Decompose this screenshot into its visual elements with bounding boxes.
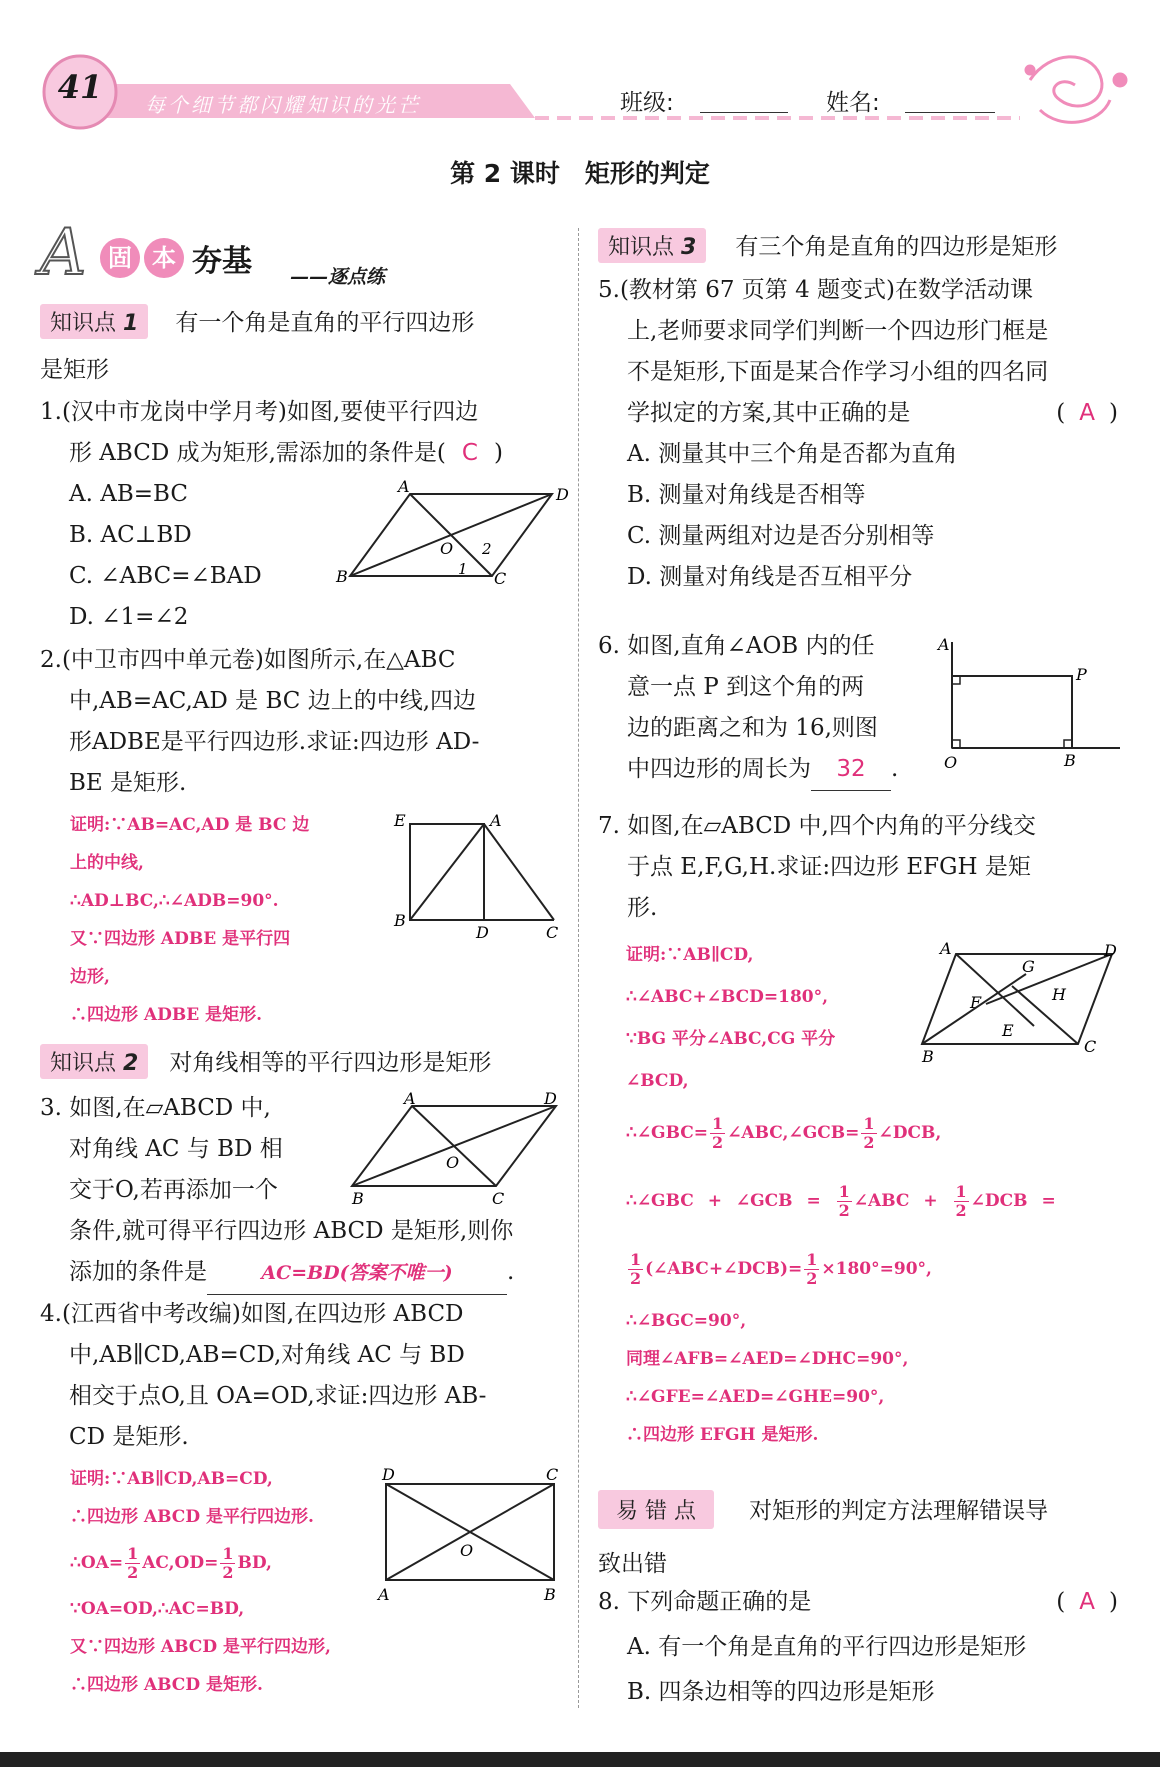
q5-line1: 5.(教材第 67 页第 4 题变式)在数学活动课 bbox=[598, 277, 1034, 303]
frac-den: 2 bbox=[127, 1563, 139, 1582]
question-6 bbox=[598, 626, 938, 791]
q2-proof-line6: ∴四边形 ADBE 是矩形. bbox=[70, 1005, 263, 1025]
q8-answer: A bbox=[1079, 1589, 1096, 1615]
q3-line1: 3. 如图,在▱ABCD 中, bbox=[40, 1095, 271, 1121]
label-d: D bbox=[382, 1465, 395, 1484]
label-d: D bbox=[476, 923, 489, 942]
q7-p5-b: ∠ABC,∠GCB= bbox=[727, 1123, 860, 1143]
q1-option-c: C. ∠ABC=∠BAD bbox=[69, 563, 262, 589]
error-point-section bbox=[598, 1490, 1128, 1578]
label-e: E bbox=[394, 811, 406, 830]
q2-proof bbox=[70, 806, 370, 1034]
q5-line4-text: 学拟定的方案,其中正确的是 bbox=[627, 400, 911, 426]
q2-line1: 2.(中卫市四中单元卷)如图所示,在△ABC bbox=[40, 647, 456, 673]
frac-den: 2 bbox=[955, 1201, 967, 1220]
fraction-half bbox=[220, 1545, 235, 1582]
error-title: 对矩形的判定方法理解错误导 bbox=[749, 1498, 1049, 1524]
q7-p5-a: ∴∠GBC= bbox=[626, 1123, 709, 1143]
q7-p6-b: ∠ABC + bbox=[853, 1191, 952, 1211]
label-b: B bbox=[1064, 751, 1076, 770]
fraction-half bbox=[628, 1251, 643, 1288]
label-d: D bbox=[1104, 941, 1117, 960]
q2-proof-line2: 上的中线, bbox=[70, 853, 144, 873]
label-b: B bbox=[352, 1189, 364, 1208]
q3-prefix: 添加的条件是 bbox=[69, 1259, 207, 1285]
frac-den: 2 bbox=[806, 1269, 818, 1288]
label-o: O bbox=[460, 1541, 474, 1560]
figure-q6-angle bbox=[934, 632, 1124, 772]
q4-proof-line1: 证明:∵AB∥CD,AB=CD, bbox=[70, 1469, 273, 1489]
q2-line4: BE 是矩形. bbox=[69, 770, 187, 796]
q2-proof-line3: ∴AD⊥BC,∴∠ADB=90°. bbox=[70, 891, 279, 911]
q6-line4 bbox=[598, 749, 938, 791]
q7-proof-line7 bbox=[626, 1236, 1136, 1302]
label-a: A bbox=[404, 1089, 416, 1108]
q7-proof-line2: ∴∠ABC+∠BCD=180°, bbox=[626, 987, 829, 1007]
q7-line1: 7. 如图,在▱ABCD 中,四个内角的平分线交 bbox=[598, 813, 1036, 839]
q4-line3: 相交于点O,且 OA=OD,求证:四边形 AB- bbox=[69, 1383, 487, 1409]
q4-line4: CD 是矩形. bbox=[69, 1424, 189, 1450]
q5-option-c: C. 测量两组对边是否分别相等 bbox=[627, 523, 935, 549]
label-a: A bbox=[938, 635, 950, 654]
label-c: C bbox=[494, 569, 507, 588]
q4-proof-line4: ∵OA=OD,∴AC=BD, bbox=[70, 1599, 245, 1619]
q5-line4 bbox=[598, 393, 1128, 434]
q3-answer-blank[interactable] bbox=[207, 1252, 507, 1295]
kp1-title-line2: 是矩形 bbox=[40, 357, 109, 383]
label-o: O bbox=[440, 539, 454, 558]
q7-proof-line3: ∵BG 平分∠ABC,CG 平分 bbox=[626, 1029, 836, 1049]
frac-num: 1 bbox=[806, 1250, 818, 1269]
figure-q2-triangle bbox=[388, 810, 568, 940]
q6-suffix: . bbox=[891, 756, 899, 782]
label-b: B bbox=[336, 567, 348, 586]
fraction-half bbox=[125, 1545, 140, 1582]
class-field[interactable] bbox=[700, 112, 788, 113]
q8-option-a: A. 有一个角是直角的平行四边形是矩形 bbox=[627, 1634, 1027, 1660]
section-char-1: 固 bbox=[100, 238, 140, 278]
kp1-badge bbox=[40, 304, 148, 339]
question-5 bbox=[598, 270, 1128, 598]
q7-proof-line5 bbox=[626, 1100, 1136, 1166]
q1-option-a: A. AB=BC bbox=[69, 481, 188, 507]
q8-close-paren: ) bbox=[1109, 1589, 1118, 1615]
q7-p7-a: (∠ABC+∠DCB)= bbox=[645, 1259, 803, 1279]
q7-proof-line1: 证明:∵AB∥CD, bbox=[626, 945, 754, 965]
figure-q7-parallelogram bbox=[916, 939, 1126, 1066]
q5-close-paren: ) bbox=[1109, 400, 1118, 426]
q6-line1: 6. 如图,直角∠AOB 内的任 bbox=[598, 633, 875, 659]
q1-answer: C bbox=[461, 440, 478, 466]
q4-proof-line6: ∴四边形 ABCD 是矩形. bbox=[70, 1675, 263, 1695]
q2-proof-line1: 证明:∵AB=AC,AD 是 BC 边 bbox=[70, 815, 310, 835]
frac-den: 2 bbox=[630, 1269, 642, 1288]
q5-line3: 不是矩形,下面是某合作学习小组的四名同 bbox=[627, 359, 1049, 385]
q7-proof-line8: ∴∠BGC=90°, bbox=[626, 1311, 747, 1331]
fraction-half bbox=[804, 1251, 819, 1288]
q7-p5-c: ∠DCB, bbox=[878, 1123, 942, 1143]
frac-num: 1 bbox=[955, 1182, 967, 1201]
kp2-title: 对角线相等的平行四边形是矩形 bbox=[169, 1050, 492, 1076]
lesson-title: 第 2 课时 矩形的判定 bbox=[450, 159, 710, 188]
q1-close-paren: ) bbox=[493, 440, 503, 466]
q3-answer: AC=BD(答案不唯一) bbox=[261, 1262, 453, 1284]
fraction-half bbox=[710, 1115, 725, 1152]
q5-option-b: B. 测量对角线是否相等 bbox=[627, 482, 866, 508]
figure-q3-parallelogram bbox=[346, 1089, 566, 1208]
label-b: B bbox=[544, 1585, 556, 1604]
label-g: G bbox=[1022, 957, 1035, 976]
figure-q4-rectangle bbox=[374, 1466, 570, 1606]
label-a: A bbox=[490, 811, 502, 830]
page-number: 41 bbox=[57, 68, 103, 106]
question-4 bbox=[40, 1294, 570, 1458]
kp1-number: 1 bbox=[123, 311, 139, 336]
question-7 bbox=[598, 806, 1128, 929]
frac-num: 1 bbox=[712, 1114, 724, 1133]
header bbox=[0, 40, 1160, 130]
q5-open-paren: ( bbox=[1056, 400, 1066, 426]
label-h: H bbox=[1052, 985, 1066, 1004]
kp2-badge-text: 知识点 bbox=[50, 1051, 117, 1076]
name-label: 姓名: bbox=[826, 90, 880, 116]
section-char-2: 本 bbox=[144, 238, 184, 278]
q1-option-d: D. ∠1=∠2 bbox=[69, 604, 189, 630]
kp3-title: 有三个角是直角的四边形是矩形 bbox=[735, 234, 1058, 260]
section-subtitle: ——逐点练 bbox=[290, 266, 386, 288]
q4-proof-line5: 又∵四边形 ABCD 是平行四边形, bbox=[70, 1637, 331, 1657]
q8-stem bbox=[598, 1582, 1128, 1623]
q7-proof-line4: ∠BCD, bbox=[626, 1071, 689, 1091]
q1-line2 bbox=[40, 433, 570, 474]
knowledge-point-2 bbox=[40, 1044, 570, 1079]
section-letter: A bbox=[40, 216, 87, 290]
q8-answer-paren bbox=[1056, 1582, 1118, 1623]
q6-answer: 32 bbox=[836, 756, 866, 782]
q7-proof-line10: ∴∠GFE=∠AED=∠GHE=90°, bbox=[626, 1387, 885, 1407]
q7-proof-line6 bbox=[626, 1166, 1136, 1236]
q3-line4: 条件,就可得平行四边形 ABCD 是矩形,则你 bbox=[69, 1218, 514, 1244]
q4-line2: 中,AB∥CD,AB=CD,对角线 AC 与 BD bbox=[69, 1342, 465, 1368]
q8-option-b: B. 四条边相等的四边形是矩形 bbox=[627, 1679, 935, 1705]
q7-p6-c: ∠DCB = bbox=[970, 1191, 1056, 1211]
q3-line5 bbox=[40, 1252, 570, 1295]
q8-open-paren: ( bbox=[1056, 1589, 1066, 1615]
figure-q1-parallelogram bbox=[336, 477, 570, 590]
label-f: F bbox=[970, 993, 982, 1012]
q5-answer: A bbox=[1079, 400, 1096, 426]
label-d: D bbox=[544, 1089, 557, 1108]
q6-line2: 意一点 P 到这个角的两 bbox=[627, 674, 865, 700]
q4-proof3-a: ∴OA= bbox=[70, 1553, 124, 1573]
error-badge: 易 错 点 bbox=[598, 1490, 714, 1529]
label-a: A bbox=[940, 939, 952, 958]
label-c: C bbox=[546, 923, 559, 942]
frac-den: 2 bbox=[838, 1201, 850, 1220]
q3-line2: 对角线 AC 与 BD 相 bbox=[69, 1136, 283, 1162]
label-angle-2: 2 bbox=[482, 540, 492, 558]
label-o: O bbox=[446, 1153, 460, 1172]
header-slogan: 每个细节都闪耀知识的光芒 bbox=[145, 93, 421, 117]
q4-proof-line2: ∴四边形 ABCD 是平行四边形. bbox=[70, 1507, 314, 1527]
label-e: E bbox=[1002, 1021, 1014, 1040]
bottom-bar bbox=[0, 1752, 1160, 1767]
frac-num: 1 bbox=[863, 1114, 875, 1133]
name-field[interactable] bbox=[905, 112, 995, 113]
q2-line2: 中,AB=AC,AD 是 BC 边上的中线,四边 bbox=[69, 688, 477, 714]
label-c: C bbox=[546, 1465, 559, 1484]
kp3-number: 3 bbox=[681, 235, 697, 260]
frac-den: 2 bbox=[712, 1133, 724, 1152]
frac-num: 1 bbox=[838, 1182, 850, 1201]
kp1-title: 有一个角是直角的平行四边形 bbox=[175, 310, 475, 336]
fraction-half bbox=[954, 1183, 969, 1220]
q4-proof3-c: BD, bbox=[237, 1553, 272, 1573]
q5-option-a: A. 测量其中三个角是否都为直角 bbox=[627, 441, 958, 467]
label-c: C bbox=[1084, 1037, 1097, 1056]
section-title: 夯基 bbox=[192, 244, 252, 279]
error-title-line2: 致出错 bbox=[598, 1551, 667, 1577]
knowledge-point-3 bbox=[598, 228, 1128, 263]
q5-line2: 上,老师要求同学们判断一个四边形门框是 bbox=[627, 318, 1049, 344]
frac-num: 1 bbox=[222, 1544, 234, 1563]
q7-proof-line9: 同理∠AFB=∠AED=∠DHC=90°, bbox=[626, 1349, 909, 1369]
frac-den: 2 bbox=[863, 1133, 875, 1152]
class-label: 班级: bbox=[620, 90, 674, 116]
question-2 bbox=[40, 640, 570, 804]
floral-ornament-icon bbox=[1026, 57, 1126, 123]
q5-option-d: D. 测量对角线是否互相平分 bbox=[627, 564, 913, 590]
label-p: P bbox=[1076, 665, 1087, 684]
label-c: C bbox=[492, 1189, 505, 1208]
q7-p7-b: ×180°=90°, bbox=[821, 1259, 932, 1279]
fraction-half bbox=[861, 1115, 876, 1152]
q2-line3: 形ADBE是平行四边形.求证:四边形 AD- bbox=[69, 729, 480, 755]
q6-prefix: 中四边形的周长为 bbox=[627, 756, 811, 782]
q3-suffix: . bbox=[507, 1259, 515, 1285]
q5-answer-paren bbox=[1056, 393, 1118, 434]
frac-num: 1 bbox=[127, 1544, 139, 1563]
label-a: A bbox=[398, 477, 410, 496]
q7-p6-a: ∴∠GBC + ∠GCB = bbox=[626, 1191, 835, 1211]
q4-proof3-b: AC,OD= bbox=[142, 1553, 219, 1573]
knowledge-point-1 bbox=[40, 304, 560, 384]
q3-line3: 交于O,若再添加一个 bbox=[69, 1177, 278, 1203]
q8-stem-text: 8. 下列命题正确的是 bbox=[598, 1589, 812, 1615]
kp1-badge-text: 知识点 bbox=[50, 311, 117, 336]
label-d: D bbox=[556, 485, 569, 504]
q4-line1: 4.(江西省中考改编)如图,在四边形 ABCD bbox=[40, 1301, 464, 1327]
section-a-heading bbox=[40, 216, 560, 294]
question-8 bbox=[598, 1582, 1128, 1713]
label-o: O bbox=[944, 753, 958, 772]
frac-den: 2 bbox=[222, 1563, 234, 1582]
label-angle-1: 1 bbox=[458, 560, 468, 578]
label-b: B bbox=[394, 911, 406, 930]
q1-option-b: B. AC⊥BD bbox=[69, 522, 192, 548]
q7-line3: 形. bbox=[627, 895, 658, 921]
label-b: B bbox=[922, 1047, 934, 1066]
q7-proof-line11: ∴四边形 EFGH 是矩形. bbox=[626, 1425, 819, 1445]
q2-proof-line5: 边形, bbox=[70, 967, 110, 987]
fraction-half bbox=[837, 1183, 852, 1220]
label-a: A bbox=[378, 1585, 390, 1604]
kp2-number: 2 bbox=[123, 1051, 139, 1076]
column-divider bbox=[578, 228, 579, 1708]
frac-num: 1 bbox=[630, 1250, 642, 1269]
kp2-badge bbox=[40, 1044, 148, 1079]
kp3-badge bbox=[598, 228, 706, 263]
q6-line3: 边的距离之和为 16,则图 bbox=[627, 715, 878, 741]
q6-answer-blank[interactable] bbox=[811, 749, 891, 791]
q7-line2: 于点 E,F,G,H.求证:四边形 EFGH 是矩 bbox=[627, 854, 1031, 880]
q1-line1: 1.(汉中市龙岗中学月考)如图,要使平行四边 bbox=[40, 399, 479, 425]
kp3-badge-text: 知识点 bbox=[608, 235, 675, 260]
q1-line2-text: 形 ABCD 成为矩形,需添加的条件是( bbox=[69, 440, 446, 466]
q2-proof-line4: 又∵四边形 ADBE 是平行四 bbox=[70, 929, 291, 949]
